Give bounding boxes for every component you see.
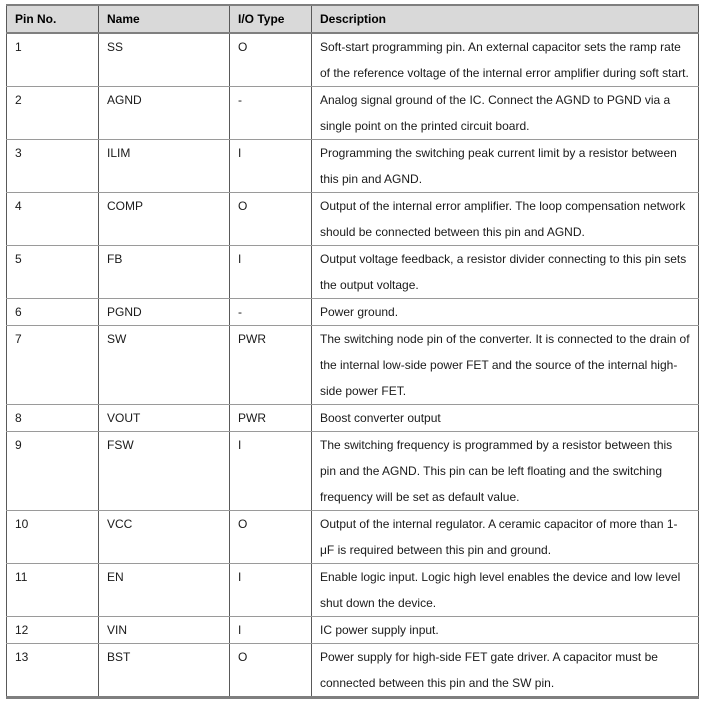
io-cell: O: [230, 193, 312, 246]
table-row: [7, 87, 699, 140]
pin-cell: 10: [7, 511, 99, 564]
pin-cell: 11: [7, 564, 99, 617]
pin-cell: 12: [7, 617, 99, 644]
table-row: [7, 140, 699, 193]
io-cell: I: [230, 246, 312, 299]
io-cell: I: [230, 140, 312, 193]
name-cell: EN: [99, 564, 230, 617]
name-cell: PGND: [99, 299, 230, 326]
name-cell: VOUT: [99, 405, 230, 432]
pin-description-table: [6, 4, 699, 699]
table-row: [7, 33, 699, 87]
name-cell: SS: [99, 33, 230, 87]
description-cell: Output of the internal regulator. A ceramic capacitor of more than 1-μF is required between this pin and ground.: [312, 511, 699, 564]
io-cell: I: [230, 564, 312, 617]
pin-cell: 4: [7, 193, 99, 246]
name-cell: AGND: [99, 87, 230, 140]
table-row: [7, 644, 699, 698]
description-cell: Power ground.: [312, 299, 699, 326]
io-cell: I: [230, 617, 312, 644]
table-row: [7, 326, 699, 405]
table-row: [7, 405, 699, 432]
col-header-description: Description: [312, 5, 699, 33]
name-cell: BST: [99, 644, 230, 698]
name-cell: COMP: [99, 193, 230, 246]
name-cell: VCC: [99, 511, 230, 564]
io-cell: -: [230, 299, 312, 326]
description-cell: Boost converter output: [312, 405, 699, 432]
name-cell: VIN: [99, 617, 230, 644]
name-cell: FSW: [99, 432, 230, 511]
pin-cell: 3: [7, 140, 99, 193]
name-cell: ILIM: [99, 140, 230, 193]
io-cell: O: [230, 644, 312, 698]
name-cell: SW: [99, 326, 230, 405]
pin-cell: 1: [7, 33, 99, 87]
io-cell: PWR: [230, 326, 312, 405]
table-row: [7, 246, 699, 299]
col-header-name: Name: [99, 5, 230, 33]
table-row: [7, 564, 699, 617]
pin-cell: 7: [7, 326, 99, 405]
io-cell: I: [230, 432, 312, 511]
description-cell: Power supply for high-side FET gate driver. A capacitor must be connected between this pin and the SW pin.: [312, 644, 699, 698]
pin-cell: 5: [7, 246, 99, 299]
description-cell: Output voltage feedback, a resistor divider connecting to this pin sets the output voltage.: [312, 246, 699, 299]
description-cell: The switching node pin of the converter. It is connected to the drain of the internal low-side power FET and the source of the internal high-side power FET.: [312, 326, 699, 405]
io-cell: O: [230, 511, 312, 564]
description-cell: IC power supply input.: [312, 617, 699, 644]
pin-cell: 2: [7, 87, 99, 140]
table-row: [7, 299, 699, 326]
table-row: [7, 432, 699, 511]
col-header-pin-no: Pin No.: [7, 5, 99, 33]
io-cell: -: [230, 87, 312, 140]
io-cell: O: [230, 33, 312, 87]
table-row: [7, 617, 699, 644]
pin-cell: 8: [7, 405, 99, 432]
pin-cell: 9: [7, 432, 99, 511]
description-cell: The switching frequency is programmed by a resistor between this pin and the AGND. This pin can be left floating and the switching frequency will be set as default value.: [312, 432, 699, 511]
table-row: [7, 511, 699, 564]
description-cell: Output of the internal error amplifier. The loop compensation network should be connected between this pin and AGND.: [312, 193, 699, 246]
description-cell: Analog signal ground of the IC. Connect the AGND to PGND via a single point on the printed circuit board.: [312, 87, 699, 140]
name-cell: FB: [99, 246, 230, 299]
description-cell: Programming the switching peak current limit by a resistor between this pin and AGND.: [312, 140, 699, 193]
header-row: [7, 5, 699, 33]
io-cell: PWR: [230, 405, 312, 432]
pin-cell: 6: [7, 299, 99, 326]
col-header-io-type: I/O Type: [230, 5, 312, 33]
pin-cell: 13: [7, 644, 99, 698]
description-cell: Enable logic input. Logic high level enables the device and low level shut down the device.: [312, 564, 699, 617]
table-row: [7, 193, 699, 246]
description-cell: Soft-start programming pin. An external capacitor sets the ramp rate of the reference voltage of the internal error amplifier during soft start.: [312, 33, 699, 87]
